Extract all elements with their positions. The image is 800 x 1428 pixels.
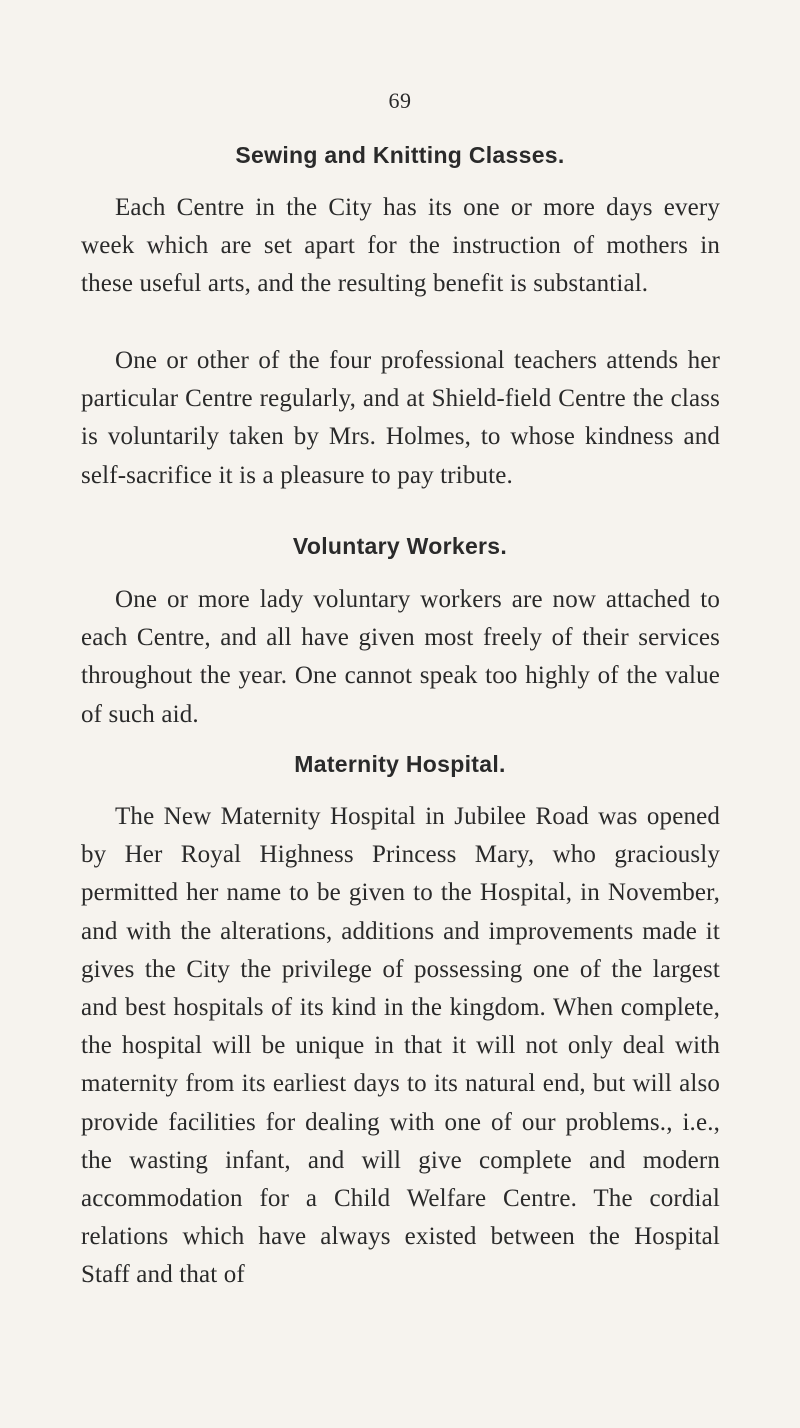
section-heading-sewing-knitting: Sewing and Knitting Classes.	[235, 142, 565, 168]
paragraph-sewing-2: One or other of the four professional teachers attends her particular Centre regularly, and at Shield-field Centre the class is voluntarily taken by Mrs. Holmes, to whose kindness and self-sacrifice it is a pleasure to pay tribute.	[81, 347, 720, 489]
section-heading-voluntary-workers: Voluntary Workers.	[292, 533, 508, 559]
paragraph-maternity-1: The New Maternity Hospital in Jubilee Road was opened by Her Royal Highness Princess Mary, who graciously permitted her name to be given to the Hospital, in November, and with the alterations, additions and improvements made it gives the City the privilege of possessing one of the largest and best hospitals of its kind in the kingdom. When complete, the hospital will be unique in that it will not only deal with maternity from its earliest days to its natural end, but will also provide facilities for dealing with one of our problems., i.e., the wasting infant, and will give complete and modern accommodation for a Child Welfare Centre. The cordial relations which have always existed between the Hospital Staff and that of	[81, 803, 720, 1289]
page-number: 69	[388, 88, 412, 113]
paragraph-voluntary-1: One or more lady voluntary workers are now attached to each Centre, and all have given most freely of their services throughout the year. One cannot speak too highly of the value of such aid.	[81, 586, 720, 728]
section-heading-maternity-hospital: Maternity Hospital.	[294, 751, 506, 777]
paragraph-sewing-1: Each Centre in the City has its one or more days every week which are set apart for the instruction of mothers in these useful arts, and the resulting benefit is substantial.	[81, 194, 720, 298]
